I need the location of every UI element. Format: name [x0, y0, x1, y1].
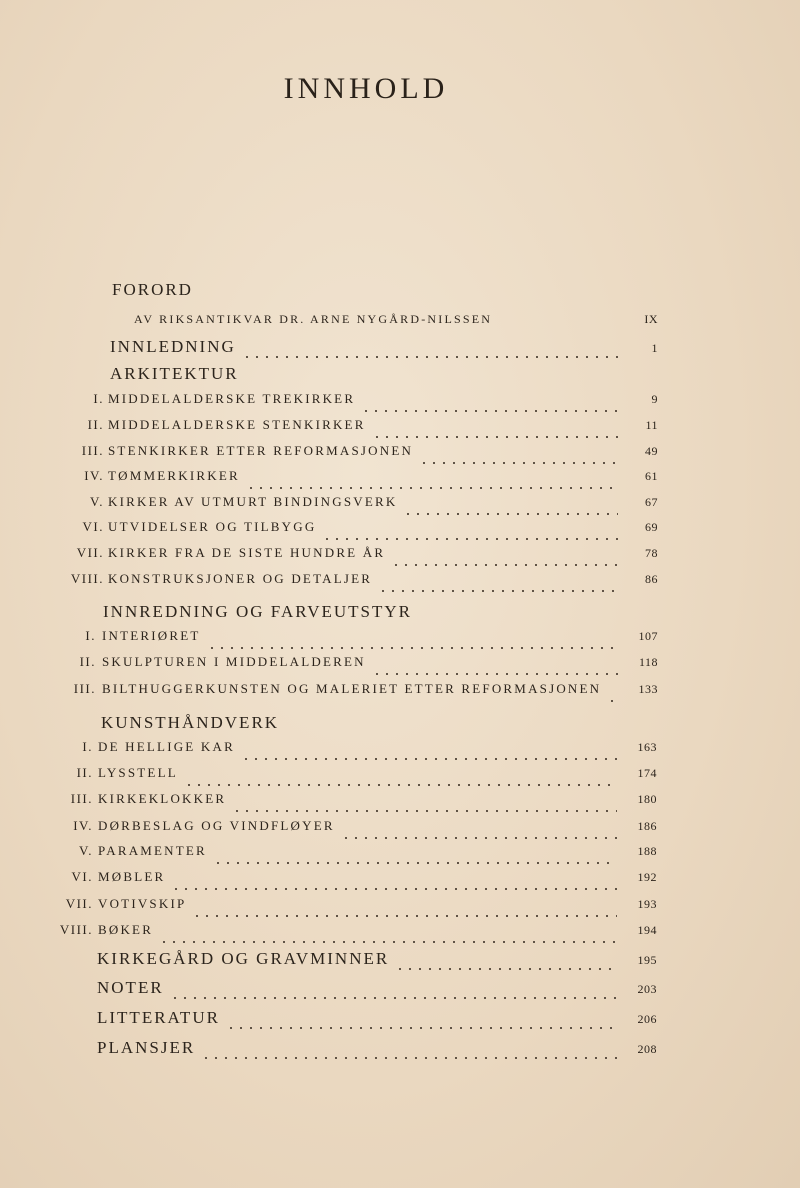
innredning-heading: INNREDNING OG FARVEUTSTYR [103, 602, 412, 621]
entry-number: VII. [65, 896, 93, 911]
entry-label: PLANSJER [97, 1038, 196, 1057]
entry-page: 180 [637, 792, 657, 806]
entry-number: IV. [84, 468, 104, 483]
entry-page: 193 [637, 897, 657, 911]
entry-label: MIDDELALDERSKE TREKIRKER [108, 391, 356, 406]
entry-page: 174 [637, 766, 657, 780]
dot-leader [170, 990, 617, 1000]
entry-page: 118 [638, 655, 658, 669]
entry-label: LYSSTELL [98, 765, 178, 780]
entry-label: MØBLER [98, 869, 166, 884]
dot-leader [403, 506, 618, 516]
toc-entry[interactable] [73, 681, 658, 703]
entry-label: UTVIDELSER OG TILBYGG [108, 519, 317, 534]
dot-leader [246, 480, 618, 490]
entry-number: I. [93, 391, 104, 406]
dot-leader [201, 1050, 617, 1060]
entry-label: TØMMERKIRKER [108, 468, 240, 483]
entry-label: DE HELLIGE KAR [98, 739, 235, 754]
entry-page: 67 [645, 495, 658, 509]
toc-entry[interactable] [97, 1038, 657, 1060]
dot-leader [207, 640, 618, 650]
forord-heading-row[interactable] [112, 280, 193, 302]
dot-leader [241, 751, 617, 761]
dot-leader [361, 403, 618, 413]
dot-leader [242, 349, 618, 359]
entry-page: 133 [638, 682, 658, 696]
entry-number: IV. [73, 818, 93, 833]
entry-number: I. [82, 739, 93, 754]
entry-page: 49 [645, 444, 658, 458]
forord-page: IX [644, 312, 658, 326]
arkitektur-heading: ARKITEKTUR [110, 364, 239, 383]
innredning-heading-row [103, 602, 412, 624]
entry-label: DØRBESLAG OG VINDFLØYER [98, 818, 335, 833]
dot-leader [232, 803, 617, 813]
entry-page: 186 [637, 819, 657, 833]
entry-label: KIRKEKLOKKER [98, 791, 227, 806]
toc-entry[interactable] [97, 949, 657, 971]
dot-leader [192, 908, 617, 918]
dot-leader [391, 557, 618, 567]
entry-number: VIII. [70, 571, 104, 586]
entry-number: VI. [82, 519, 104, 534]
toc-entry[interactable] [73, 818, 657, 840]
entry-number: V. [79, 843, 93, 858]
entry-number: II. [76, 765, 93, 780]
entry-label: VOTIVSKIP [98, 896, 187, 911]
toc-entry[interactable] [70, 791, 657, 813]
entry-page: 61 [645, 469, 658, 483]
forord-subtitle-row[interactable] [134, 312, 658, 334]
entry-label: PARAMENTER [98, 843, 207, 858]
toc-entry[interactable] [93, 391, 658, 413]
entry-label: NOTER [97, 978, 164, 997]
kunsthandverk-heading-row [101, 713, 279, 735]
toc-entry[interactable] [79, 654, 658, 676]
entry-page: 206 [637, 1012, 657, 1026]
dot-leader [322, 531, 618, 541]
entry-page: 192 [637, 870, 657, 884]
entry-label: INTERIØRET [102, 628, 201, 643]
toc-entry[interactable] [71, 869, 657, 891]
entry-label: KONSTRUKSJONER OG DETALJER [108, 571, 373, 586]
entry-label: STENKIRKER ETTER REFORMASJONEN [108, 443, 414, 458]
entry-page: 203 [637, 982, 657, 996]
toc-entry[interactable] [97, 1008, 657, 1030]
entry-page: 107 [638, 629, 658, 643]
entry-label: KIRKER AV UTMURT BINDINGSVERK [108, 494, 398, 509]
toc-entry[interactable] [59, 922, 657, 944]
entry-page: 163 [637, 740, 657, 754]
forord-subtitle: AV RIKSANTIKVAR DR. ARNE NYGÅRD-NILSSEN [134, 312, 493, 326]
innledning-page: 1 [651, 341, 658, 355]
dot-leader [226, 1020, 617, 1030]
entry-label: KIRKER FRA DE SISTE HUNDRE ÅR [108, 545, 386, 560]
entry-number: III. [81, 443, 104, 458]
toc-entry[interactable] [81, 443, 658, 465]
dot-leader [419, 455, 618, 465]
dot-leader [395, 961, 617, 971]
toc-entry[interactable] [87, 417, 658, 439]
entry-label: LITTERATUR [97, 1008, 220, 1027]
kunsthandverk-heading: KUNSTHÅNDVERK [101, 713, 280, 732]
entry-number: II. [79, 654, 96, 669]
dot-leader [171, 881, 617, 891]
entry-label: BØKER [98, 922, 154, 937]
toc-entry[interactable] [90, 494, 658, 516]
toc-entry[interactable] [97, 978, 657, 1000]
dot-leader [378, 583, 618, 593]
entry-page: 11 [645, 418, 658, 432]
dot-leader [184, 777, 617, 787]
toc-entry[interactable] [65, 896, 657, 918]
innledning-row[interactable] [110, 337, 658, 359]
innledning-label: INNLEDNING [110, 337, 236, 356]
dot-leader [372, 429, 618, 439]
entry-number: VIII. [59, 922, 93, 937]
entry-number: III. [70, 791, 93, 806]
entry-page: 195 [637, 953, 657, 967]
entry-label: MIDDELALDERSKE STENKIRKER [108, 417, 366, 432]
entry-page: 69 [645, 520, 658, 534]
dot-leader [341, 830, 617, 840]
entry-number: I. [85, 628, 96, 643]
entry-label: KIRKEGÅRD OG GRAVMINNER [97, 949, 390, 968]
toc-entry[interactable] [82, 519, 658, 541]
toc-entry[interactable] [70, 571, 658, 593]
entry-page: 208 [637, 1042, 657, 1056]
entry-number: VII. [76, 545, 104, 560]
dot-leader [213, 855, 617, 865]
toc-entry[interactable] [82, 739, 657, 761]
toc-entry[interactable] [79, 843, 657, 865]
toc-entry[interactable] [76, 765, 657, 787]
entry-page: 86 [645, 572, 658, 586]
page-title: INNHOLD [283, 72, 449, 105]
toc-entry[interactable] [84, 468, 658, 490]
entry-page: 78 [645, 546, 658, 560]
entry-label: SKULPTUREN I MIDDELALDEREN [102, 654, 366, 669]
forord-heading: FORORD [112, 280, 193, 299]
entry-number: V. [90, 494, 104, 509]
toc-entry[interactable] [76, 545, 658, 567]
entry-number: VI. [71, 869, 93, 884]
toc-entry[interactable] [85, 628, 658, 650]
dot-leader [372, 666, 618, 676]
entry-number: III. [73, 681, 96, 696]
entry-page: 194 [637, 923, 657, 937]
arkitektur-heading-row [110, 364, 239, 386]
entry-page: 9 [651, 392, 658, 406]
entry-page: 188 [637, 844, 657, 858]
dot-leader [159, 934, 617, 944]
entry-number: II. [87, 417, 104, 432]
entry-label: BILTHUGGERKUNSTEN OG MALERIET ETTER REFORMASJONEN [102, 681, 602, 696]
dot-leader [607, 693, 618, 703]
